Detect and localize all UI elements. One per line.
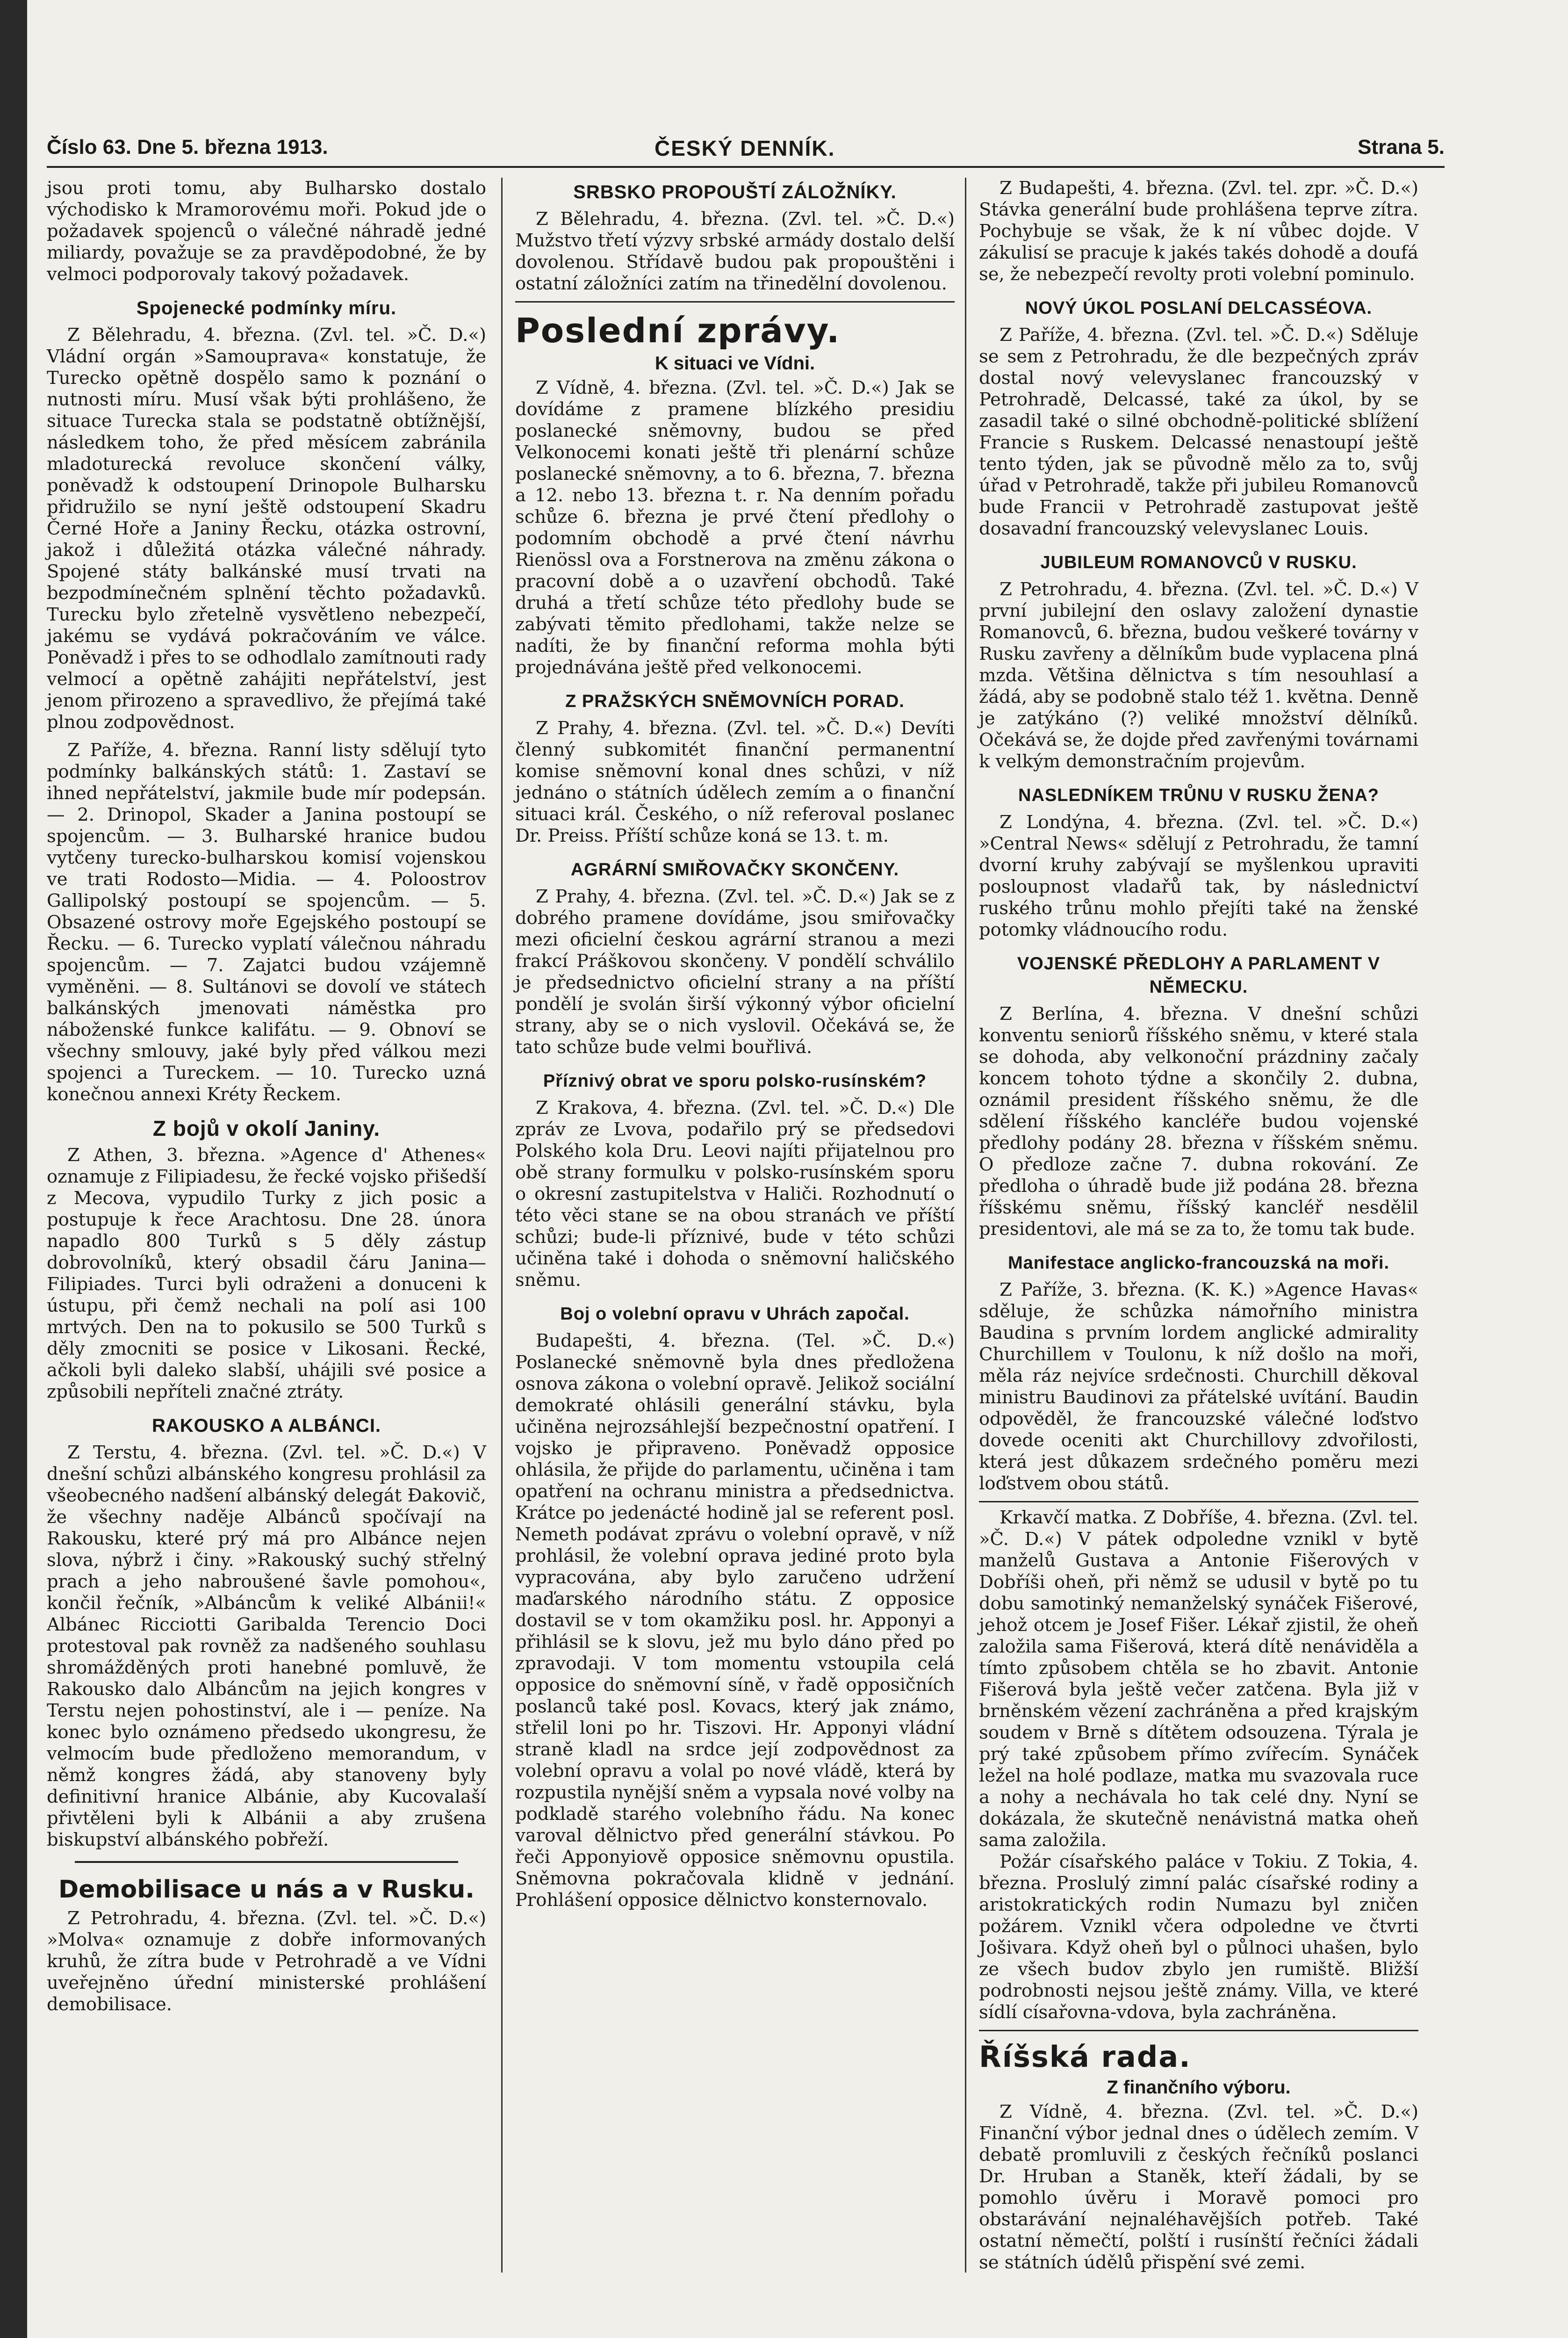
column-2	[515, 178, 955, 1911]
column-rule	[965, 178, 966, 2273]
header-rule	[47, 166, 1445, 168]
article-heading: Boj o volební opravu v Uhrách započal.	[560, 1304, 910, 1324]
article-heading: SRBSKO PROPOUŠTÍ ZÁLOŽNÍKY.	[573, 182, 897, 202]
article-text: Z Bělehradu, 4. března. (Zvl. tel. »Č. D.«) Vládní orgán »Samouprava« konstatuje, že Turecko opětně dospělo samo k poznání o nutnosti míru. Musí však býti prohlášeno, že situace Turecka stala se podstatně obtížnější, následkem toho, že před měsícem zabránila mladoturecká revoluce skončení války, poněvadž k odstoupení Drinopole Bulharsku přidružilo se nyní ještě odstoupení Skadru Černé Hoře a Janiny Řecku, otázka ostrovní, jakož i důležitá otázka válečné náhrady. Spojené státy balkánské musí trvati na bezpodmínečném splnění těchto požadavků. Turecku bylo zřetelně vysvětleno nebezpečí, jakému se vydává pokračováním ve válce. Poněvadž i přes to se odhodlalo zamítnouti rady velmocí a opětně zahájiti nepřátelství, jest jenom přirozeno a spravedlivo, že přejímá také plnou zodpovědnost.	[47, 325, 486, 733]
masthead: ČESKÝ DENNÍK.	[655, 136, 835, 160]
article-text: Požár císařského paláce v Tokiu. Z Tokia, 4. března. Proslulý zimní palác císařské rodiny a aristokratických rodin Numazu byl zničen požárem. Vznikl včera odpoledne ve čtvrti Jošivara. Když oheň byl o půlnoci uhašen, bylo ze všech budov zbylo jen rumiště. Bližší podrobnosti nejsou ještě známy. Villa, ve které sídlí císařovna-vdova, byla zachráněna.	[979, 1851, 1418, 2023]
article-heading: Příznivý obrat ve sporu polsko-rusínském?	[543, 1071, 927, 1091]
article-heading: JUBILEUM ROMANOVCŮ V RUSKU.	[1040, 553, 1357, 572]
section-heading: Poslední zprávy.	[515, 311, 841, 350]
article-text: Krkavčí matka. Z Dobříše, 4. března. (Zvl. tel. »Č. D.«) V pátek odpoledne vznikl v bytě manželů Gustava a Antonie Fišerových v Dobříši oheň, při němž se udusil v bytě po tu dobu samotinký nemanželský synáček Fišerové, jehož otcem je Josef Fišer. Lékař zjistil, že oheň založila sama Fišerová, která dítě nenáviděla a tímto způsobem chtěla se ho zbavit. Antonie Fišerová byla ještě večer zatčena. Byla již v brněnském vězení zachráněna a před krajským soudem v Brně s dítětem odsouzena. Týrala je prý také způsobem přímo zvířecím. Synáček ležel na holé podlaze, matka mu svazovala ruce a nohy a nechávala ho tak celé dny. Nyní se dokázala, že skutečně nenávistná matka oheň sama založila.	[979, 1507, 1418, 1851]
issue-date: Číslo 63. Dne 5. března 1913.	[47, 136, 328, 159]
article-subheading: Z finančního výboru.	[1107, 2077, 1291, 2098]
article-heading: Z bojů v okolí Janiny.	[152, 1116, 381, 1140]
article-text: Z Vídně, 4. března. (Zvl. tel. »Č. D.«) Finanční výbor jednal dnes o údělech zemím. V debatě promluvili z českých řečníků poslanci Dr. Hruban a Staněk, kteří žádali, by se pomohlo úvěru i Moravě pomoci pro obstarávání nejnaléhavějších potřeb. Také ostatní němečtí, polští i rusínští řečníci žádali se státních údělů přispění své zemi.	[979, 2101, 1418, 2273]
page-header	[47, 132, 1445, 165]
article-text: Z Vídně, 4. března. (Zvl. tel. »Č. D.«) Jak se dovídáme z pramene blízkého presidiu poslanecké sněmovny, budou se před Velkonocemi konati ještě tři plenární schůze poslanecké sněmovny, a to 6. března, 7. března a 12. nebo 13. března t. r. Na denním pořadu schůze 6. března je prvé čtení předlohy o podomním obchodě a prvé čtení návrhu Rienössl ova a Forstnerova na změnu zákona o pracovní době a o uzavření obchodů. Také druhá a třetí schůze této předlohy bude se zabývati těmito předlohami, takže nelze se nadíti, že by finanční reforma mohla býti projednávána ještě před velkonocemi.	[515, 377, 955, 678]
article-text: Z Krakova, 4. března. (Zvl. tel. »Č. D.«) Dle zpráv ze Lvova, podařilo prý se předsedovi Polského kola Dru. Leovi najíti přijatelnou pro obě strany formulku v polsko-rusínském sporu o okresní zastupitelstva v Haliči. Rozhodnutí o této věci stane se na obou stranách ve příští schůzi; bude-li příznivé, bude v této schůzi učiněna také i dohoda o sněmovní haličského sněmu.	[515, 1097, 955, 1291]
article-text: Z Petrohradu, 4. března. (Zvl. tel. »Č. D.«) »Molva« oznamuje z dobře informovaných kruhů, že zítra bude v Petrohradě a ve Vídni uveřejněno úřední ministerské prohlášení demobilisace.	[47, 1908, 486, 2015]
article-text: Z Athen, 3. března. »Agence d' Athenes« oznamuje z Filipiadesu, že řecké vojsko přišedší z Mecova, vypudilo Turky z jich posic a postupuje k řece Arachtosu. Dne 28. února napadlo 800 Turků s 5 děly zástup dobrovolníků, který obsadil čáru Janina—Filipiades. Turci byli odraženi a donuceni k ústupu, při čemž nechali na polí asi 100 mrtvých. Den na to pokusilo se 500 Turků s děly zmocniti se posice v Likosani. Řecké, ačkoli byli daleko slabší, uhájili své posice a způsobili nepříteli značné ztráty.	[47, 1145, 486, 1402]
column-1	[47, 178, 486, 2015]
article-heading: NASLEDNÍKEM TRŮNU V RUSKU ŽENA?	[1018, 786, 1379, 805]
section-rule	[979, 1501, 1418, 1502]
article-subheading: K situaci ve Vídni.	[655, 353, 815, 374]
article-heading: Z PRAŽSKÝCH SNĚMOVNÍCH PORAD.	[565, 692, 905, 711]
article-text: Z Budapešti, 4. března. (Zvl. tel. zpr. »Č. D.«) Stávka generální bude prohlášena teprve zítra. Pochybuje se však, že k ní vůbec dojde. V zákulisí se pracuje k jakés takés dohodě a doufá se, že nebezpečí revolty proti volební pominulo.	[979, 178, 1418, 285]
article-heading: NOVÝ ÚKOL POSLANÍ DELCASSÉOVA.	[1025, 298, 1373, 318]
section-heading: Říšská rada.	[979, 2040, 1191, 2074]
column-rule	[501, 178, 503, 2273]
article-text: Z Londýna, 4. března. (Zvl. tel. »Č. D.«) »Central News« sdělují z Petrohradu, že tamní dvorní kruhy zabývají se myšlenkou upraviti posloupnost vladařů tak, by následnictví ruského trůnu mohlo přejíti také na ženské potomky vládnoucího rodu.	[979, 812, 1418, 940]
article-text: jsou proti tomu, aby Bulharsko dostalo východisko k Mramorovému moři. Pokud jde o požadavek spojenců o válečné náhradě jedné miliardy, považuje se za pravděpodobné, že by velmoci podporovaly takový požadavek.	[47, 178, 486, 285]
article-heading: VOJENSKÉ PŘEDLOHY A PARLAMENT V NĚMECKU.	[1017, 954, 1381, 997]
scan-edge	[0, 0, 27, 2338]
article-text: Z Petrohradu, 4. března. (Zvl. tel. »Č. D.«) V první jubilejní den oslavy založení dynastie Romanovců, 6. března, budou veškeré továrny v Rusku zavřeny a dělníkům bude vyplacena plná mzda. Většina dělnictva s tím nesouhlasí a žádá, aby se podobně stalo též 1. května. Denně je zatýkáno (?) veliké množství dělníků. Očekává se, že dojde před zavřenými továrnami k velkým demonstračním projevům.	[979, 579, 1418, 772]
column-3	[979, 178, 1418, 2273]
section-rule	[75, 1861, 458, 1863]
article-text: Z Prahy, 4. března. (Zvl. tel. »Č. D.«) Jak se z dobrého pramene dovídáme, jsou smiřovačky mezi oficielní českou agrární stranou a mezi frakcí Práškovou skončeny. V pondělí schválilo je předsednictvo oficielní strany a na příští pondělí je svolán širší výkonný výbor oficielní strany, aby se o nich vyslovil. Očekává se, že tato schůze bude velmi bouřlivá.	[515, 886, 955, 1058]
section-heading: Demobilisace u nás a v Rusku.	[58, 1876, 475, 1904]
article-text: Z Terstu, 4. března. (Zvl. tel. »Č. D.«) V dnešní schůzi albánského kongresu prohlásil za všeobecného nadšení albánský delegát Đakovič, že všechny naděje Albánců spočívají na Rakousku, které prý má pro Albánce nejen slova, nýbrž i činy. »Rakouský suchý střelný prach a jeho nabroušené šavle pomohou«, končil řečník, »Albáncům k veliké Albánii!« Albánec Ricciotti Garibalda Terencio Doci protestoval pak rovněž za nadšeného souhlasu shromážděných proti hanebné pomluvě, že Rakousko dalo Albáncům na jejich kongres v Terstu nejen pohostinství, ale i — peníze. Na konec bylo oznámeno předsedo ukongresu, že velmocím bude předloženo memorandum, v němž kongres žádá, aby stanoveny byly definitivní hranice Albánie, aby Kucovalaší přivtěleni byli k Albánii a aby zrušena biskupství albánského pobřeží.	[47, 1442, 486, 1850]
article-text: Z Paříže, 4. března. (Zvl. tel. »Č. D.«) Sděluje se sem z Petrohradu, že dle bezpečných zpráv dostal nový velevyslanec francouzský v Petrohradě, Delcassé, také za úkol, by se zasadil také o silné obchodně-politické sblížení Francie s Ruskem. Delcassé nenastoupí ještě tento týden, jak se původně mělo za to, svůj úřad v Petrohradě, takže při jubileu Romanovců bude Francii v Petrohradě zastupovat ještě dosavadní francouzský velevyslanec Louis.	[979, 325, 1418, 539]
section-rule	[515, 301, 955, 303]
article-text: Z Berlína, 4. března. V dnešní schůzi konventu seniorů říšského sněmu, v které stala se dohoda, aby velkonoční prázdniny začaly koncem tohoto týdne a skončily 2. dubna, oznámil president říšského sněmu, že dle sdělení říšského kancléře budou vojenské předlohy podány 28. března v říšském sněmu. O předloze začne 7. dubna rokování. Ze předloha o úhradě bude již podána 28. března říšskému sněmu, říšský kancléř nesdělil presidentovi, ale má se za to, že tomu tak bude.	[979, 1003, 1418, 1240]
article-heading: Spojenecké podmínky míru.	[136, 298, 397, 318]
article-text: Budapešti, 4. března. (Tel. »Č. D.«) Poslanecké sněmovně byla dnes předložena osnova zákona o volební opravě. Jelikož sociální demokraté ohlásili generální stávku, byla učiněna nejrozsáhlejší bezpečnostní opatření. I vojsko je připraveno. Poněvadž opposice ohlásila, že přijde do parlamentu, učiněna i tam opatření na ochranu ministra a předsednictva. Krátce po jedenácté hodině jal se referent posl. Nemeth podávat zprávu o volební opravě, v níž prohlásil, že volební oprava jediné proto byla vypracována, aby bylo zaručeno udržení maďarského národního státu. Z opposice dostavil se v tom okamžiku posl. hr. Apponyi a přihlásil se k slovu, jež mu bylo dáno před po zpravodaji. V tom momentu vstoupila celá opposice do sněmovní síně, v řadě opposičních poslanců také posl. Kovacs, který jak známo, střelil loni po hr. Tiszovi. Hr. Apponyi vládní straně kladl na srdce její zodpovědnost za volební opravu a volal po nové vládě, která by rozpustila nynější sněm a vypsala nové volby na podkladě starého volebního řádu. Na konec varoval dělnictvo před generální stávkou. Po řeči Apponyiově opposice sněmovnu opustila. Sněmovna pokračovala klidně v jednání. Prohlášení opposice dělnictvo konsternovalo.	[515, 1330, 955, 1911]
article-text: Z Prahy, 4. března. (Zvl. tel. »Č. D.«) Devíti členný subkomitét finanční permanentní komise sněmovní konal dnes schůzi, v níž jednáno o státních údělech zemím a o finanční situaci král. Českého, o níž referoval poslanec Dr. Preiss. Příští schůze koná se 13. t. m.	[515, 718, 955, 846]
article-heading: Manifestace anglicko-francouzská na moři.	[1007, 1253, 1389, 1273]
section-rule	[979, 2030, 1418, 2031]
article-text: Z Paříže, 3. března. (K. K.) »Agence Havas« sděluje, že schůzka námořního ministra Baudina s prvním lordem anglické admirality Churchillem v Toulonu, k níž došlo na moři, měla ráz nejvíce srdečnosti. Churchill děkoval ministru Baudinovi za přátelské uvítání. Baudin odpověděl, že francouzské válečné loďstvo dovede oceniti akt Churchillovy zdvořilosti, která jest důkazem srdečného poměru mezi loďstvem obou států.	[979, 1279, 1418, 1494]
page-number: Strana 5.	[1358, 136, 1445, 159]
article-heading: AGRÁRNÍ SMIŘOVAČKY SKONČENY.	[570, 860, 899, 880]
article-text: Z Paříže, 4. března. Ranní listy sdělují tyto podmínky balkánských států: 1. Zastaví se ihned nepřátelství, jakmile bude mír podepsán. — 2. Drinopol, Skader a Janina postoupí se spojencům. — 3. Bulharské hranice budou vytčeny turecko-bulharskou komisí vojenskou ve trati Rodosto—Midia. — 4. Poloostrov Gallipolský postoupí se spojencům. — 5. Obsazené ostrovy moře Egejského postoupí se Řecku. — 6. Turecko vyplatí válečnou náhradu spojencům. — 7. Zajatci budou vzájemně vyměněni. — 8. Sultánovi se dovolí ve státech balkánských jmenovati náměstka pro náboženské funkce kalifátu. — 9. Obnoví se všechny smlouvy, jaké byly před válkou mezi spojenci a Tureckem. — 10. Turecko uzná konečnou annexi Kréty Řeckem.	[47, 740, 486, 1105]
article-heading: RAKOUSKO A ALBÁNCI.	[151, 1415, 381, 1436]
article-text: Z Bělehradu, 4. března. (Zvl. tel. »Č. D.«) Mužstvo třetí výzvy srbské armády dostalo delší dovolenou. Střídavě budou pak propouštěni i ostatní záložníci zatím na třinedělní dovolenou.	[515, 209, 955, 294]
